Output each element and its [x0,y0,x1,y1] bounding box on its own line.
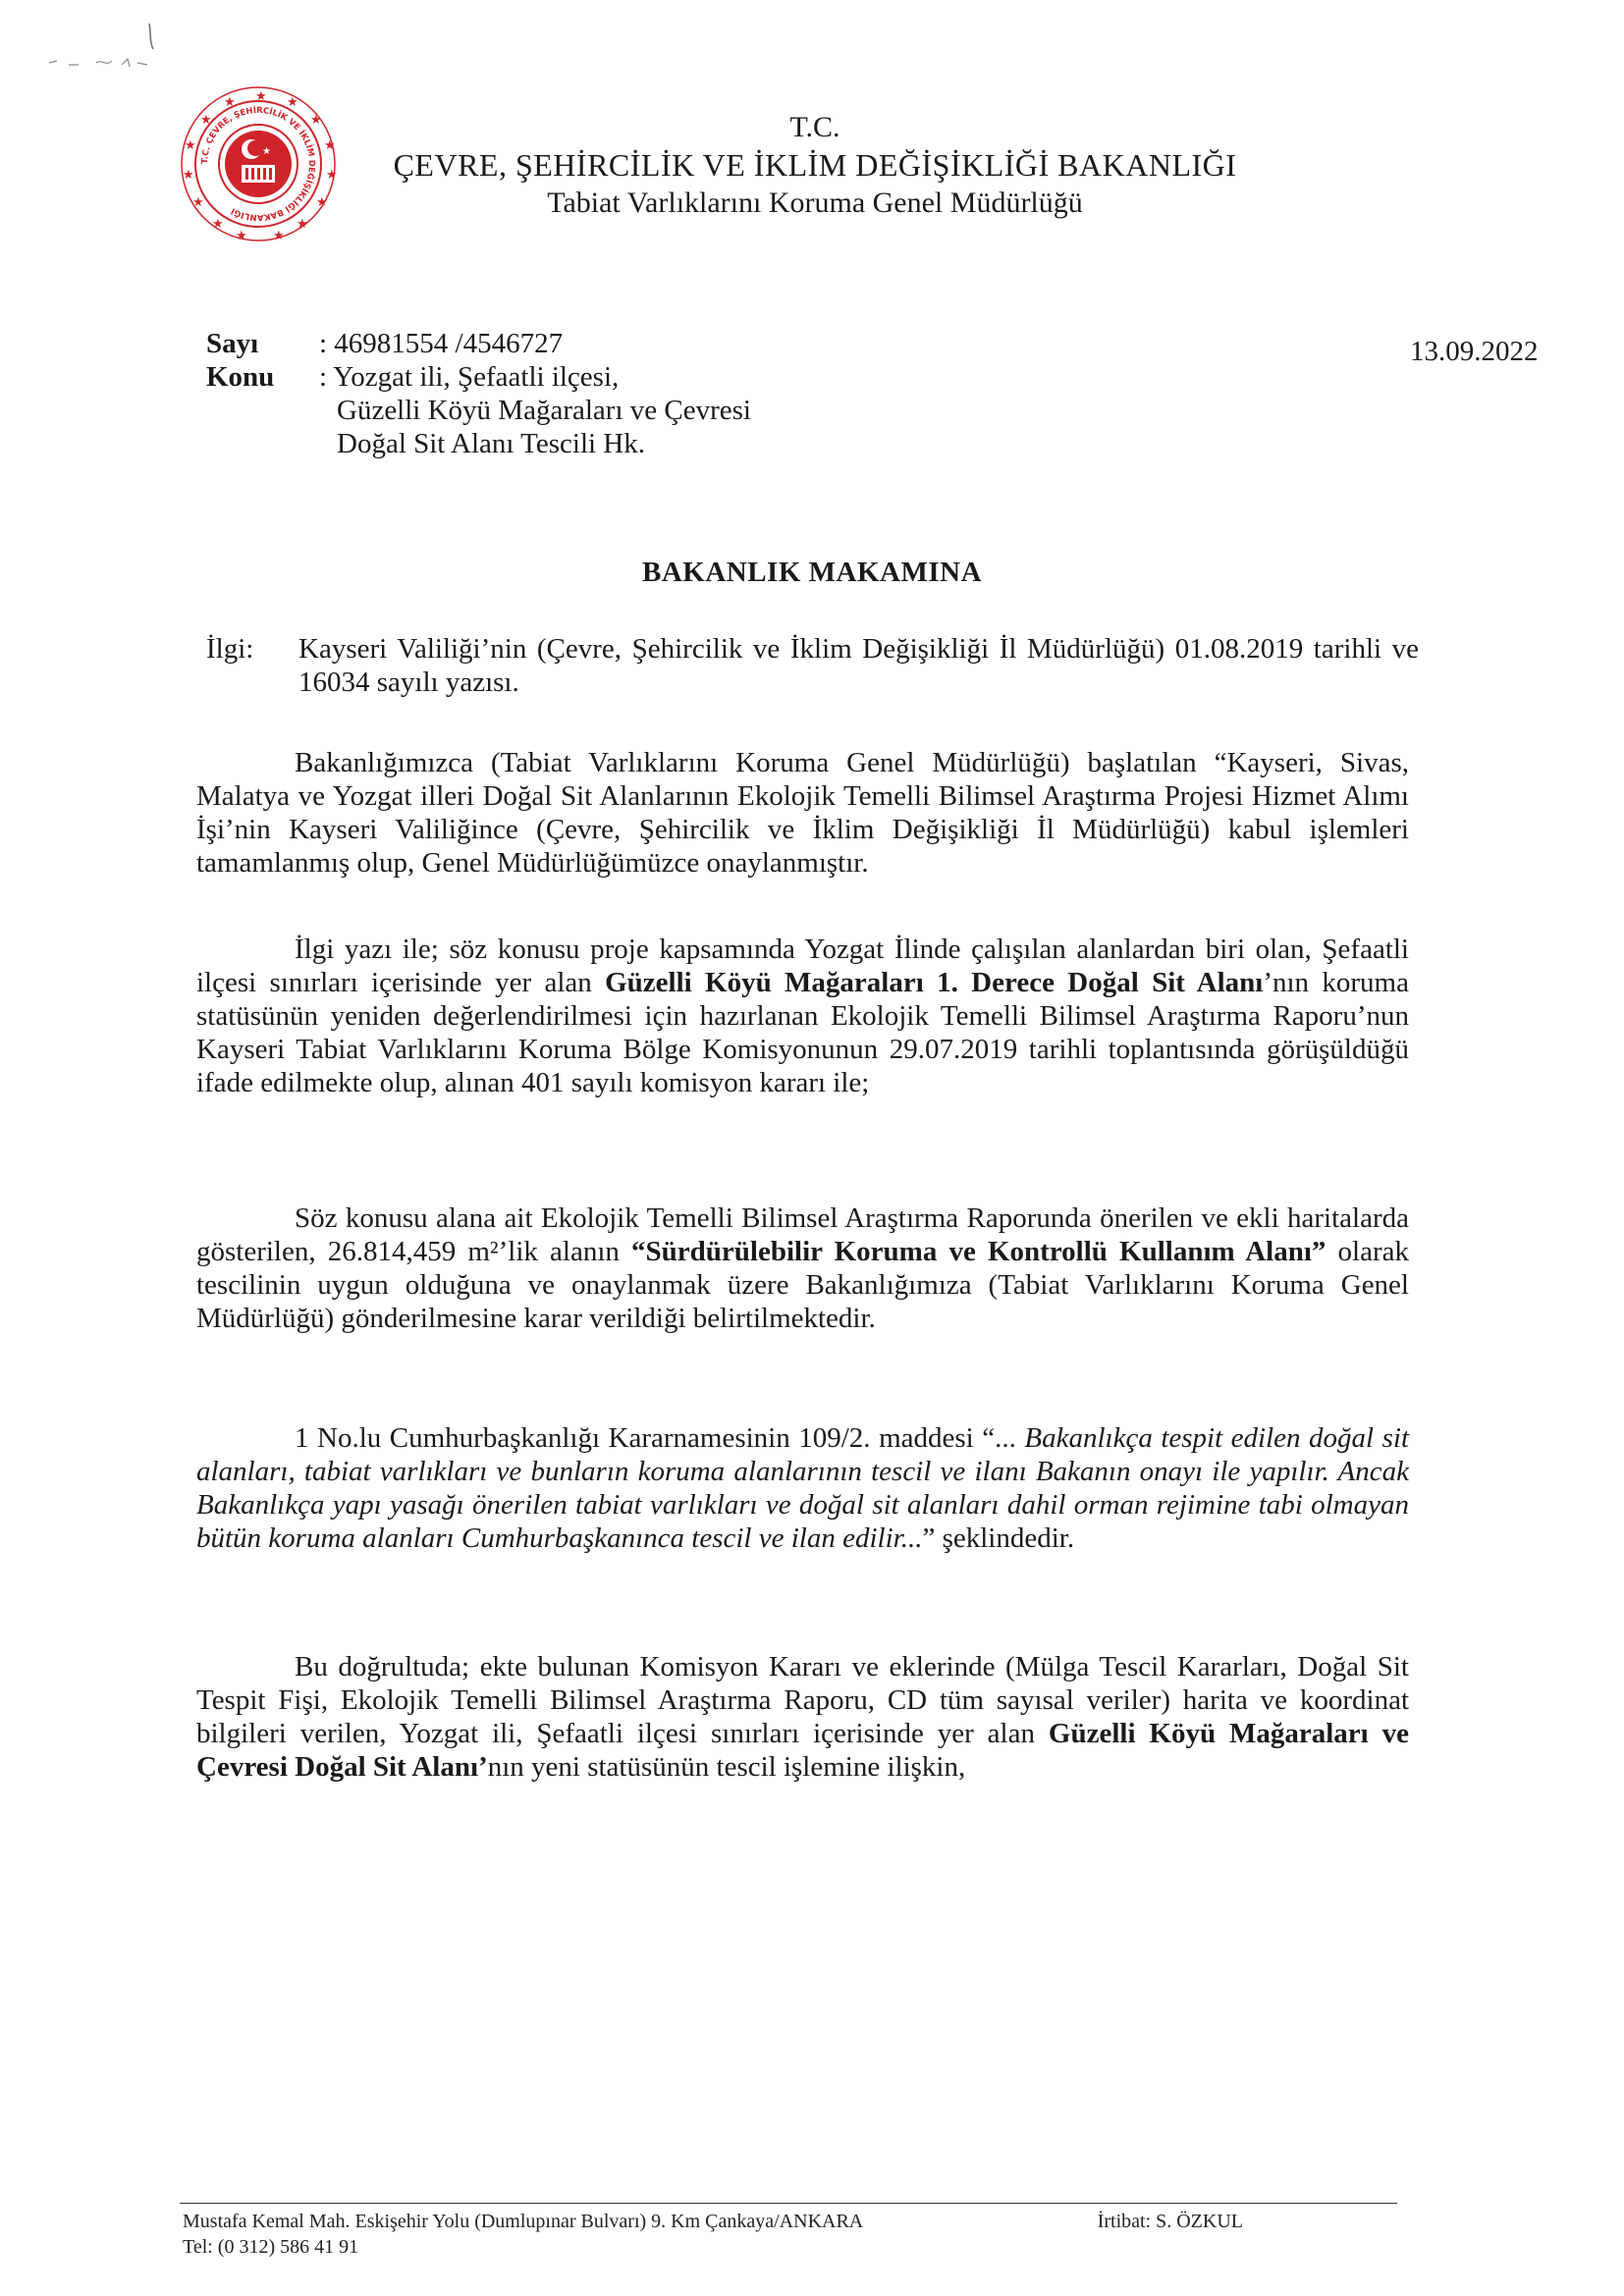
paragraph-4-text-a: 1 No.lu Cumhurbaşkanlığı Kararnamesinin 109/2. maddesi “... [295,1422,1016,1454]
sayi-label: Sayı [206,328,259,359]
footer-divider [180,2203,1397,2204]
svg-text:★: ★ [224,95,236,110]
konu-line-2: Güzelli Köyü Mağaraları ve Çevresi [337,395,751,426]
addressee-title: BAKANLIK MAKAMINA [641,557,983,588]
konu-line-1: : Yozgat ili, Şefaatli ilçesi, [319,361,620,393]
paragraph-2-text-a: İlgi yazı ile; söz konusu proje kapsamında Yozgat İlinde çalışılan alanlardan biri olan, Şefaatli ilçesi sınırları içerisinde yer alan [196,934,1409,998]
handwritten-mark [39,20,187,79]
svg-text:★: ★ [324,138,336,153]
footer [183,2209,1243,2260]
svg-text:★: ★ [192,195,204,210]
reference-block [206,632,1419,699]
svg-text:★: ★ [310,113,322,128]
paragraph-2-text-c: ’nın koruma statüsünün yeniden değerlendirilmesi için hazırlanan Ekolojik Temelli Bilimsel Araştırma Raporu’nun Kayseri Tabiat Varlıklarını Koruma Bölge Komisyonunun 29.07.2019 tarihli toplantısında görüşüldüğü ifade edilmekte olup, alınan 401 sayılı komisyon kararı ile; [196,967,1409,1098]
svg-text:★: ★ [183,168,194,183]
paragraph-4-quote: Bakanlıkça tespit edilen doğal sit alanları, tabiat varlıkları ve bunların koruma alanlarının tescil ve ilanı Bakanın onayı ile yapılır. Ancak Bakanlıkça yapı yasağı önerilen tabiat varlıkları ve doğal sit alanları dahil orman rejimine tabi olmayan bütün koruma alanları Cumhurbaşkanınca tescil ve ilan edilir... [196,1422,1410,1554]
svg-text:★: ★ [326,168,338,183]
svg-text:★: ★ [273,229,285,243]
paragraph-3-text-c: olarak tescilinin uygun olduğuna ve onaylanmak üzere Bakanlığımıza (Tabiat Varlıklarını Koruma Genel Müdürlüğü) gönderilmesine karar verildiği belirtilmektedir. [196,1236,1410,1334]
svg-text:★: ★ [185,138,196,153]
paragraph-3 [196,1201,1409,1335]
header-directorate: Tabiat Varlıklarını Koruma Genel Müdürlüğü [547,187,1083,219]
header-tc: T.C. [789,111,840,143]
svg-text:★: ★ [262,146,271,157]
paragraph-5 [196,1650,1409,1784]
paragraph-3-text-a: Söz konusu alana ait Ekolojik Temelli Bilimsel Araştırma Raporunda önerilen ve ekli haritalarda gösterilen, 26.814,459 m²’lik alanın [196,1202,1409,1267]
paragraph-1 [196,746,1409,880]
letterhead [324,110,1306,222]
document-meta [206,327,751,460]
paragraph-4-text-c: ” şeklindedir. [922,1522,1075,1554]
svg-text:★: ★ [212,217,224,232]
ilgi-text: Kayseri Valiliği’nin (Çevre, Şehircilik ve İklim Değişikliği İl Müdürlüğü) 01.08.2019 tarihli ve 16034 sayılı yazısı. [298,633,1419,698]
document-date: 13.09.2022 [1410,336,1539,367]
header-ministry: ÇEVRE, ŞEHİRCİLİK VE İKLİM DEĞİŞİKLİĞİ BAKANLIĞI [393,147,1237,183]
seal-ring-text: T.C. ÇEVRE, ŞEHİRCİLİK VE İKLİM DEĞİŞİKLİĞİ BAKANLIĞI [199,105,317,223]
svg-text:★: ★ [297,217,308,232]
paragraph-5-text-a: Bu doğrultuda; ekte bulunan Komisyon Kararı ve eklerinde (Mülga Tescil Kararları, Doğal Sit Tespit Fişi, Ekolojik Temelli Bilimsel Araştırma Raporu, CD tüm sayısal veriler) harita ve koordinat bilgileri verilen, Yozgat ili, Şefaatli ilçesi sınırları içerisinde yer alan [196,1651,1409,1749]
footer-tel: Tel: (0 312) 586 41 91 [183,2236,359,2258]
paragraph-4 [196,1421,1409,1555]
paragraph-2 [196,933,1409,1099]
svg-text:★: ★ [200,113,212,128]
konu-label: Konu [206,361,275,393]
svg-text:★: ★ [287,95,298,110]
paragraph-1-text: Bakanlığımızca (Tabiat Varlıklarını Koruma Genel Müdürlüğü) başlatılan “Kayseri, Sivas, Malatya ve Yozgat illeri Doğal Sit Alanlarının Ekolojik Temelli Bilimsel Araştırma Projesi Hizmet Alımı İşi’nin Kayseri Valiliğince (Çevre, Şehircilik ve İklim Değişikliği İl Müdürlüğü) kabul işlemleri tamamlanmış olup, Genel Müdürlüğümüzce onaylanmıştır. [196,747,1409,879]
svg-text:★: ★ [316,195,328,210]
ilgi-label: İlgi: [206,633,254,665]
svg-text:★: ★ [255,89,267,104]
sayi-value: : 46981554 /4546727 [319,328,564,359]
konu-line-3: Doğal Sit Alanı Tescili Hk. [337,428,646,459]
svg-text:★: ★ [236,229,247,243]
paragraph-3-bold: “Sürdürülebilir Koruma ve Kontrollü Kullanım Alanı” [631,1236,1326,1267]
paragraph-5-text-c: nın yeni statüsünün tescil işlemine ilişkin, [487,1751,966,1783]
paragraph-2-bold: Güzelli Köyü Mağaraları 1. Derece Doğal Sit Alanı [605,967,1264,998]
footer-contact: İrtibat: S. ÖZKUL [1097,2211,1243,2232]
footer-address: Mustafa Kemal Mah. Eskişehir Yolu (Dumlupınar Bulvarı) 9. Km Çankaya/ANKARA [183,2211,864,2232]
paragraph-5-bold: Güzelli Köyü Mağaraları ve Çevresi Doğal Sit Alanı’ [196,1718,1410,1783]
